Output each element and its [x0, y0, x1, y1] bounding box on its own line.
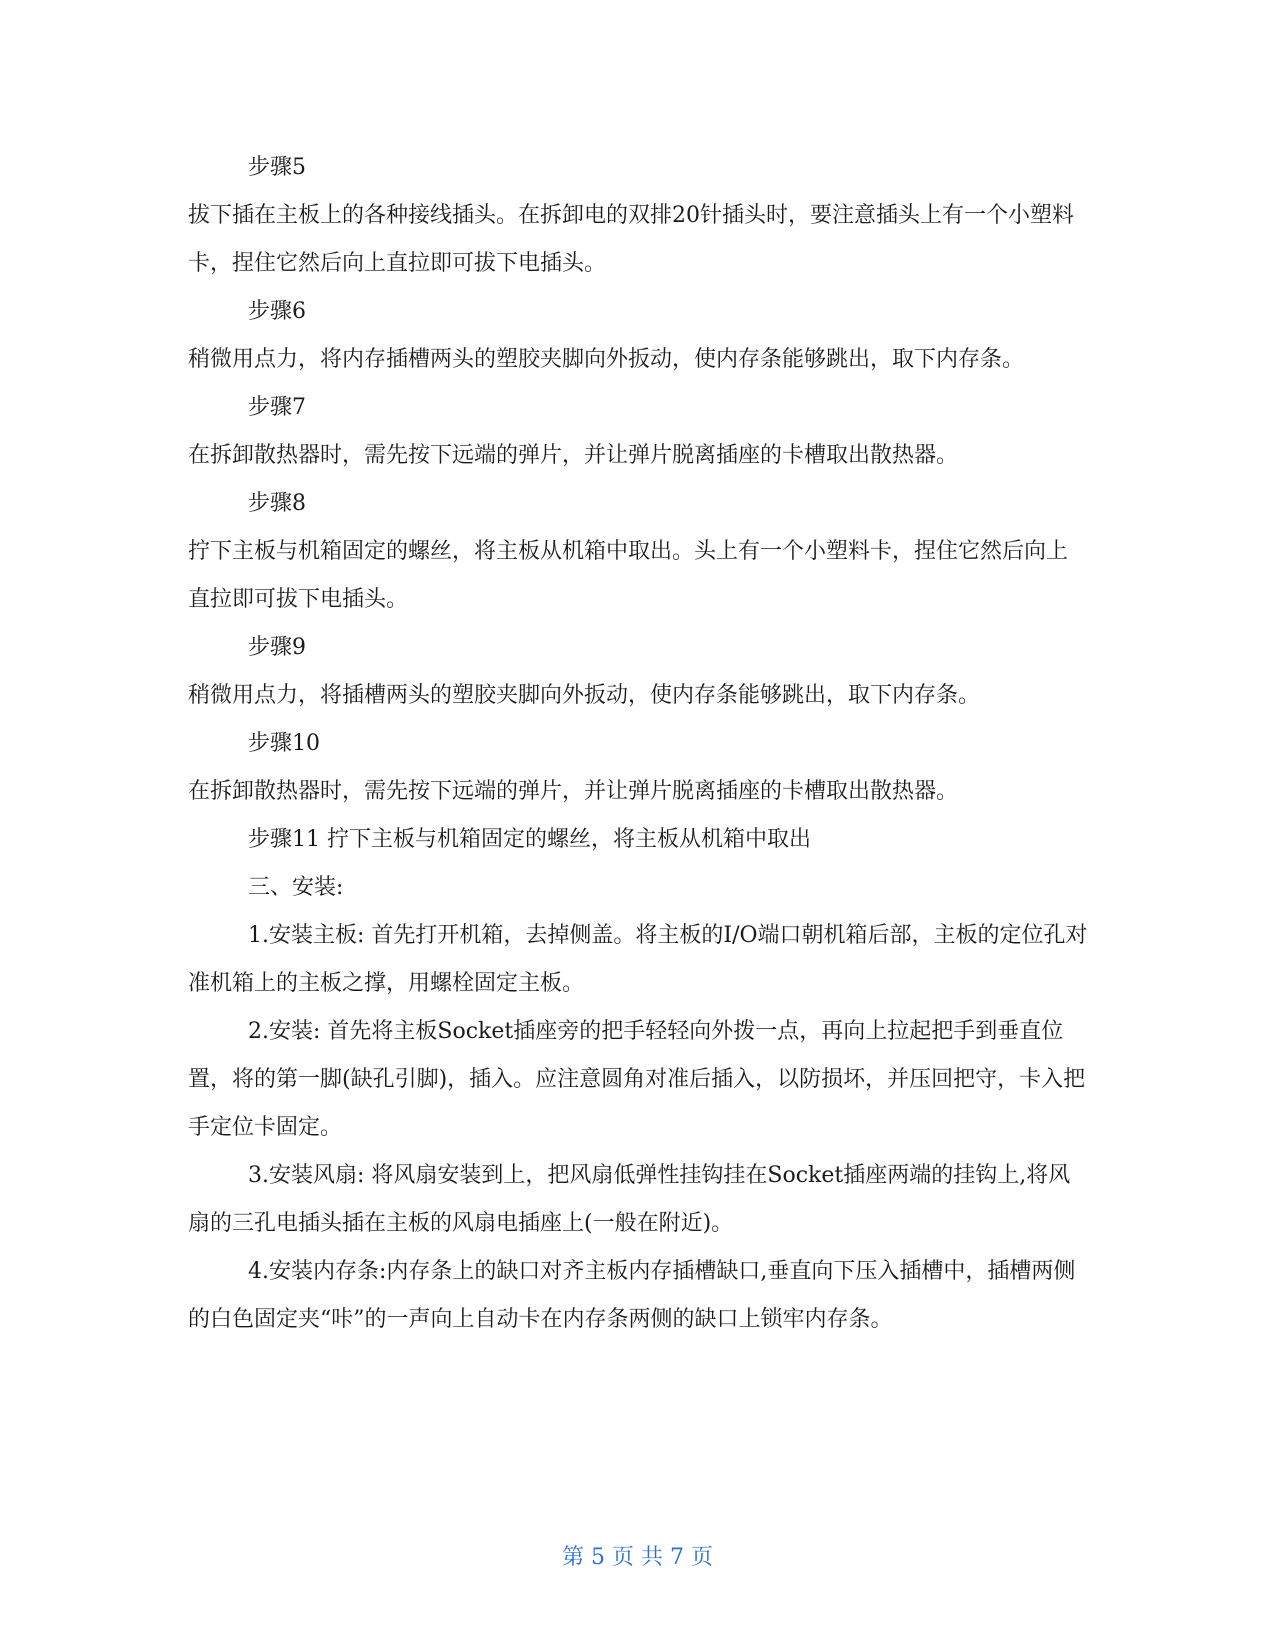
install-step-3: 3.安装风扇: 将风扇安装到上，把风扇低弹性挂钩挂在Socket插座两端的挂钩上,将风扇的三孔电插头插在主板的风扇电插座上(一般在附近)。 [188, 1163, 1071, 1236]
step9-text: 稍微用点力，将插槽两头的塑胶夹脚向外扳动，使内存条能够跳出，取下内存条。 [188, 683, 981, 708]
step10-heading: 步骤10 [248, 731, 320, 756]
step6-text: 稍微用点力，将内存插槽两头的塑胶夹脚向外扳动，使内存条能够跳出，取下内存条。 [188, 347, 1025, 372]
install-step-2: 2.安装: 首先将主板Socket插座旁的把手轻轻向外拨一点，再向上拉起把手到垂直位置，将的第一脚(缺孔引脚)，插入。应注意圆角对准后插入，以防损坏，并压回把守，卡入把手定位卡固定。 [188, 1019, 1086, 1140]
step5-heading: 步骤5 [248, 155, 306, 180]
step5-text: 拔下插在主板上的各种接线插头。在拆卸电的双排20针插头时，要注意插头上有一个小塑料卡，捏住它然后向上直拉即可拔下电插头。 [188, 203, 1074, 276]
document-body [188, 144, 1088, 1344]
step10-text: 在拆卸散热器时，需先按下远端的弹片，并让弹片脱离插座的卡槽取出散热器。 [188, 779, 959, 804]
step9-heading: 步骤9 [248, 635, 306, 660]
page-number-label: 第 5 页 共 7 页 [562, 1545, 713, 1570]
step8-text: 拧下主板与机箱固定的螺丝，将主板从机箱中取出。头上有一个小塑料卡，捏住它然后向上直拉即可拔下电插头。 [188, 539, 1069, 612]
step11-line: 步骤11 拧下主板与机箱固定的螺丝，将主板从机箱中取出 [248, 827, 811, 852]
section3-heading: 三、安装: [248, 875, 344, 900]
step8-heading: 步骤8 [248, 491, 306, 516]
page-footer [0, 1540, 1275, 1571]
step7-text: 在拆卸散热器时，需先按下远端的弹片，并让弹片脱离插座的卡槽取出散热器。 [188, 443, 959, 468]
install-step-4: 4.安装内存条:内存条上的缺口对齐主板内存插槽缺口,垂直向下压入插槽中，插槽两侧的白色固定夹“咔”的一声向上自动卡在内存条两侧的缺口上锁牢内存条。 [188, 1259, 1076, 1332]
step6-heading: 步骤6 [248, 299, 306, 324]
step7-heading: 步骤7 [248, 395, 306, 420]
install-step-1: 1.安装主板: 首先打开机箱，去掉侧盖。将主板的I/O端口朝机箱后部，主板的定位孔对准机箱上的主板之撑，用螺栓固定主板。 [188, 923, 1088, 996]
